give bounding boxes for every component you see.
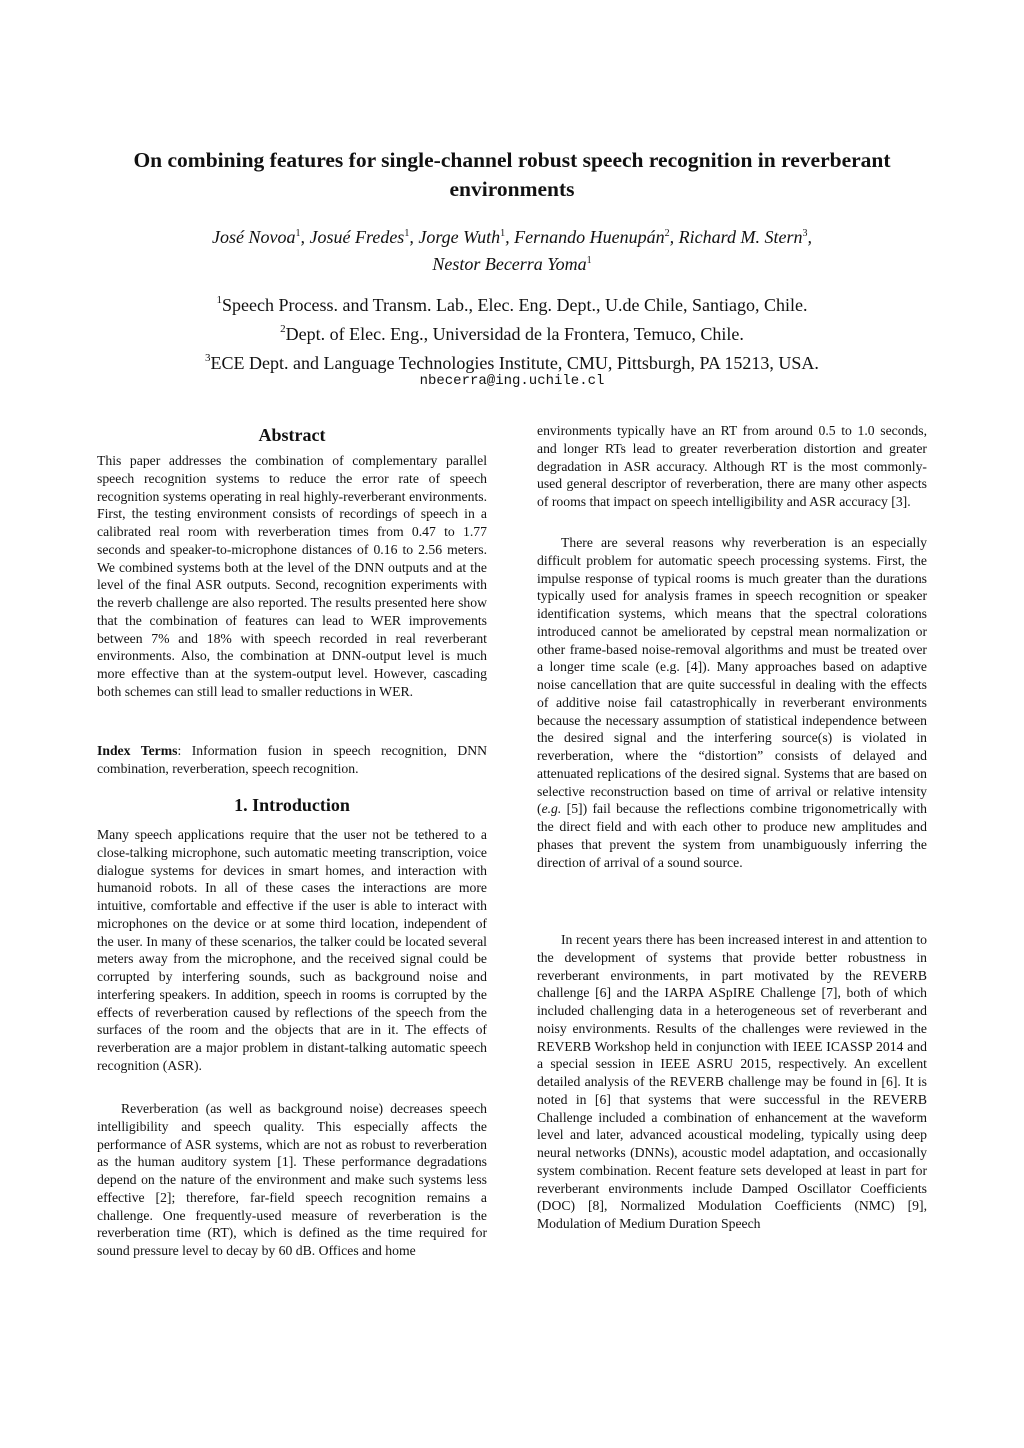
intro-paragraph-2-continued: environments typically have an RT from around 0.5 to 1.0 seconds, and longer RTs lead to greater reverberation distortion and greater degradation in ASR accuracy. Although RT is the most commonly-used general descriptor of reverberation, there are many other aspects of rooms that impact on speech intelligibility and ASR accuracy [3]. [537, 423, 927, 509]
index-terms-label: Index Terms [97, 743, 178, 758]
author: Nestor Becerra Yoma$^1$ [432, 254, 592, 274]
intro-paragraph-2: Reverberation (as well as background noise) decreases speech intelligibility and speech quality. This especially affects the performance of ASR systems, which are not as robust to reverberation as the human auditory system [1]. These performance degradations depend on the nature of the environment and make such systems less effective [2]; therefore, far-field speech recognition remains a challenge. One frequently-used measure of reverberation is the reverberation time (RT), which is defined as the time required for sound pressure level to decay by 60 dB. Offices and home [97, 1101, 487, 1258]
affiliation-3: $^3$ECE Dept. and Language Technologies Institute, CMU, Pittsburgh, PA 15213, USA. [205, 352, 819, 373]
abstract-text: This paper addresses the combination of complementary parallel speech recognition systems to reduce the error rate of speech recognition systems operating in real highly-reverberant environments. First, the testing environment consists of recordings of speech in a calibrated real room with reverberation times from 0.47 to 1.77 seconds and speaker-to-microphone distances of 0.16 to 2.56 meters. We combined systems both at the level of the DNN outputs and at the level of the final ASR outputs. Second, recognition experiments with the reverb challenge are also reported. The results presented here show that the combination of features can lead to WER improvements between 7% and 18% with speech recorded in real reverberant environments. Also, the combination at DNN-output level is much more effective than at the system-output level. However, cascading both schemes can still lead to smaller reductions in WER. [97, 453, 487, 699]
contact-email[interactable]: nbecerra@ing.uchile.cl [419, 373, 605, 389]
intro-paragraph-4: In recent years there has been increased interest in and attention to the development of systems that provide better robustness in reverberant environments, in part motivated by the REVERB challenge [6] and the IARPA ASpIRE Challenge [7], both of which included challenging data in a heterogeneous set of reverberant and noisy environments. Results of the challenges were reviewed in the REVERB Workshop held in conjunction with IEEE ICASSP 2014 and a special session in IEEE ASRU 2015, respectively. An excellent detailed analysis of the REVERB challenge may be found in [6]. It is noted in [6] that systems that were successful in the REVERB Challenge included a combination of enhancement at the waveform level and later, advanced acoustical modeling, typically using deep neural networks (DNNs), acoustic model adaptation, and occasionally system combination. Recent feature sets developed at least in part for reverberant environments include Damped Oscillator Coefficients (DOC) [8], Normalized Modulation Coefficients (NMC) [9], Modulation of Medium Duration Speech [537, 932, 927, 1231]
author: Fernando Huenupán$^2$, [514, 227, 679, 247]
abstract-heading: Abstract [258, 425, 326, 445]
index-terms [97, 742, 487, 778]
intro-paragraph-3: There are several reasons why reverberation is an especially difficult problem for automatic speech processing systems. First, the impulse response of typical rooms is much greater than the durations typically used for analysis frames in speech recognition or speaker identification systems, which means that the spectral colorations introduced cannot be ameliorated by cepstral mean normalization or other frame-based noise-removal algorithms and must be treated over a longer time scale (e.g. [4]). Many approaches based on adaptive noise cancellation that are quite successful in dealing with the effects of additive noise fail catastrophically in reverberant environments because the necessary assumption of statistical independence between the desired signal and the interfering source(s) is violated in reverberation, where the “distortion” consists of delayed and attenuated replications of the desired signal. Systems that are based on selective reconstruction based on time of arrival or relative intensity (e.g. [5]) fail because the reflections combine trigonometrically with the direct field and with each other to produce new amplitudes and phases that prevent the system from unambiguously inferring the direction of arrival of a sound source. [537, 535, 927, 870]
affiliation-1: $^1$Speech Process. and Transm. Lab., Elec. Eng. Dept., U.de Chile, Santiago, Chile. [216, 294, 808, 315]
affiliation-2: $^2$Dept. of Elec. Eng., Universidad de la Frontera, Temuco, Chile. [280, 323, 744, 344]
author-list [100, 222, 924, 276]
author: Jorge Wuth$^1$, [418, 227, 515, 247]
introduction-heading: 1. Introduction [234, 795, 350, 815]
intro-paragraph-1: Many speech applications require that the user not be tethered to a close-talking microphone, such automatic meeting transcription, voice dialogue systems for devices in smart homes, and interaction with humanoid robots. In all of these cases the interactions are more intuitive, comfortable and effective if the user is able to interact with microphones on the device or at some third location, independent of the user. In many of these scenarios, the talker could be located several meters away from the microphone, and the received signal could be corrupted by interfering sounds, such as background noise and interfering speakers. In addition, speech in rooms is corrupted by the effects of reverberation caused by reflections of the speech from the surfaces of the room and the objects that are in it. The effects of reverberation are a major problem in distant-talking automatic speech recognition (ASR). [97, 827, 487, 1073]
author: Richard M. Stern$^3$, [678, 227, 812, 247]
author: Josué Fredes$^1$, [309, 227, 419, 247]
author: José Novoa$^1$, [212, 227, 310, 247]
index-terms-text: : Information fusion in speech recognition, DNN combination, reverberation, speech recognition. [97, 743, 487, 776]
paper-title: On combining features for single-channel robust speech recognition in reverberant environments [133, 148, 891, 201]
